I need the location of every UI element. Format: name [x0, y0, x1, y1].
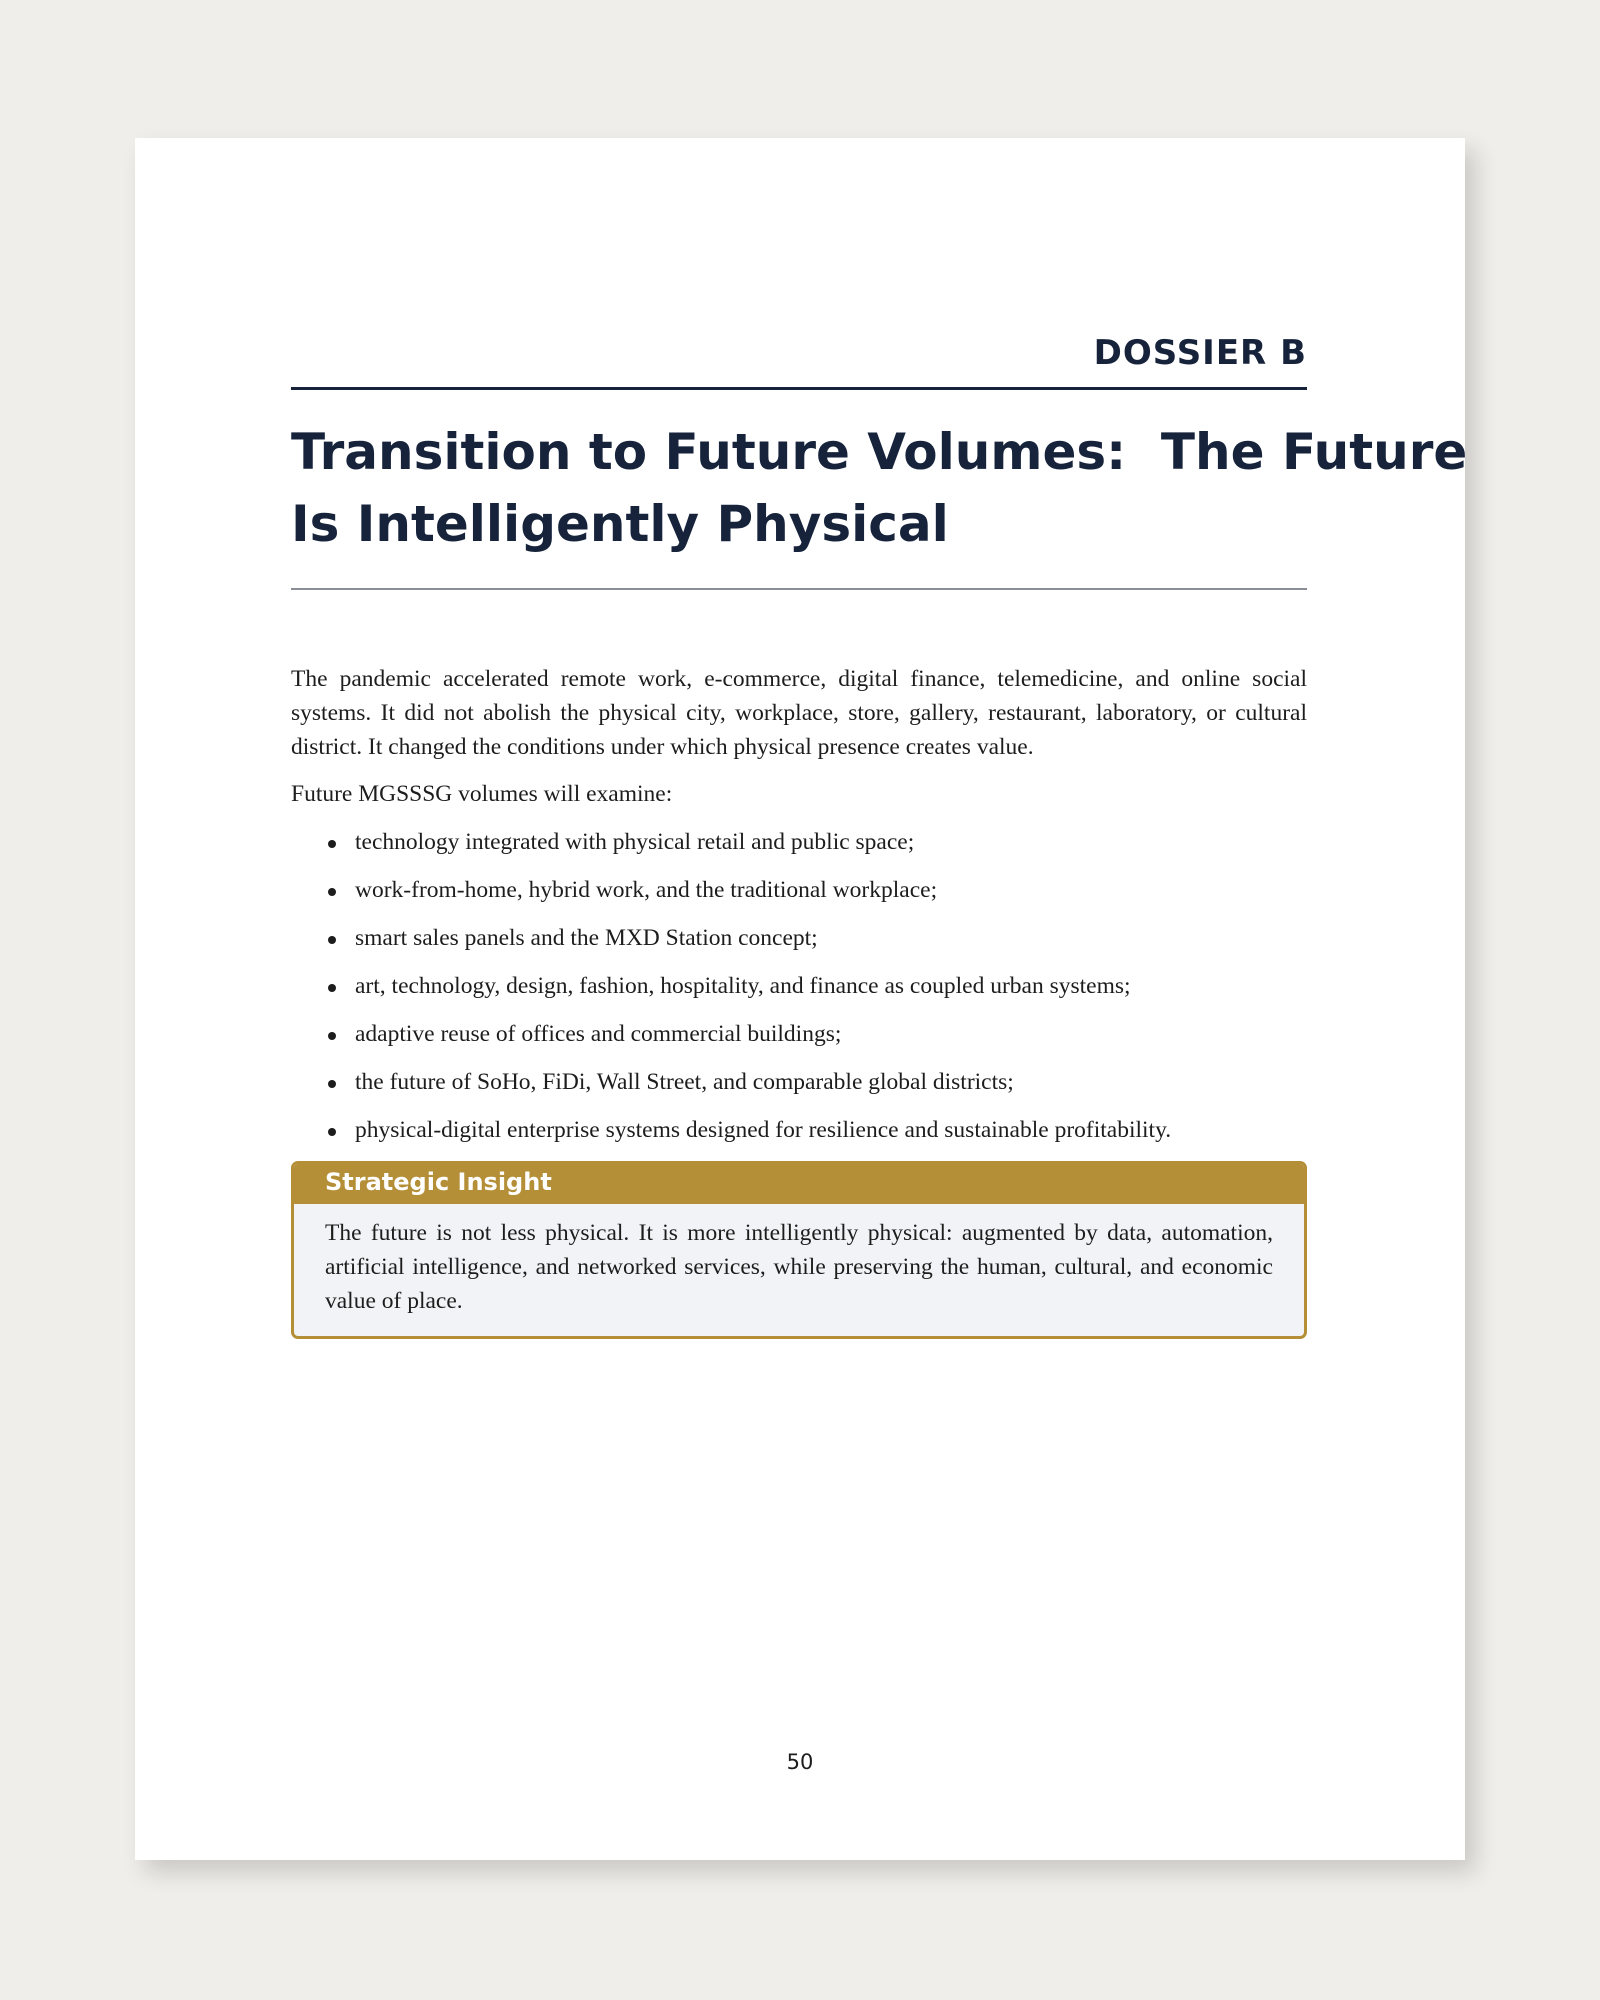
page-title [291, 416, 1468, 560]
list-item-text: the future of SoHo, FiDi, Wall Street, and comparable global districts; [355, 1069, 1014, 1095]
list-item-text: smart sales panels and the MXD Station concept; [355, 925, 818, 951]
page-number: 50 [786, 1750, 814, 1774]
intro-paragraph: The pandemic accelerated remote work, e-commerce, digital finance, telemedicine, and online social systems. It did not abolish the physical city, workplace, store, gallery, restaurant, laboratory, or cultural district. It changed the conditions under which physical presence creates value. [291, 666, 1307, 760]
list-item [291, 1017, 1307, 1051]
bullet-icon [328, 840, 336, 848]
bullet-icon [328, 1128, 336, 1136]
insight-text: The future is not less physical. It is more intelligently physical: augmented by data, automation, artificial intelligence, and networked services, while preserving the human, cultural, and economic value of place. [325, 1220, 1273, 1314]
strategic-insight-box [291, 1161, 1307, 1339]
title-line-2: Is Intelligently Physical [291, 495, 949, 553]
bullet-icon [328, 1032, 336, 1040]
title-line-1: Transition to Future Volumes: The Future [291, 423, 1468, 481]
bullet-icon [328, 936, 336, 944]
list-item-text: technology integrated with physical retail and public space; [355, 829, 915, 855]
list-item-text: physical-digital enterprise systems designed for resilience and sustainable profitability. [355, 1117, 1172, 1143]
list-item [291, 1113, 1307, 1147]
topic-list [291, 825, 1307, 1147]
list-item-text: art, technology, design, fashion, hospitality, and finance as coupled urban systems; [355, 973, 1131, 999]
bullet-icon [328, 888, 336, 896]
list-item [291, 921, 1307, 955]
document-page [135, 138, 1468, 1860]
list-item [291, 825, 1307, 859]
bullet-icon [328, 984, 336, 992]
header-rule [291, 387, 1307, 390]
title-rule [291, 588, 1307, 590]
list-item [291, 873, 1307, 907]
insight-heading: Strategic Insight [294, 1164, 1304, 1204]
list-item-text: adaptive reuse of offices and commercial buildings; [355, 1021, 842, 1047]
list-intro-paragraph: Future MGSSSG volumes will examine: [291, 781, 673, 807]
list-item [291, 1065, 1307, 1099]
page-content [291, 333, 1468, 1339]
bullet-icon [328, 1080, 336, 1088]
list-item-text: work-from-home, hybrid work, and the traditional workplace; [355, 877, 938, 903]
dossier-label: DOSSIER B [1093, 333, 1307, 373]
list-item [291, 969, 1307, 1003]
